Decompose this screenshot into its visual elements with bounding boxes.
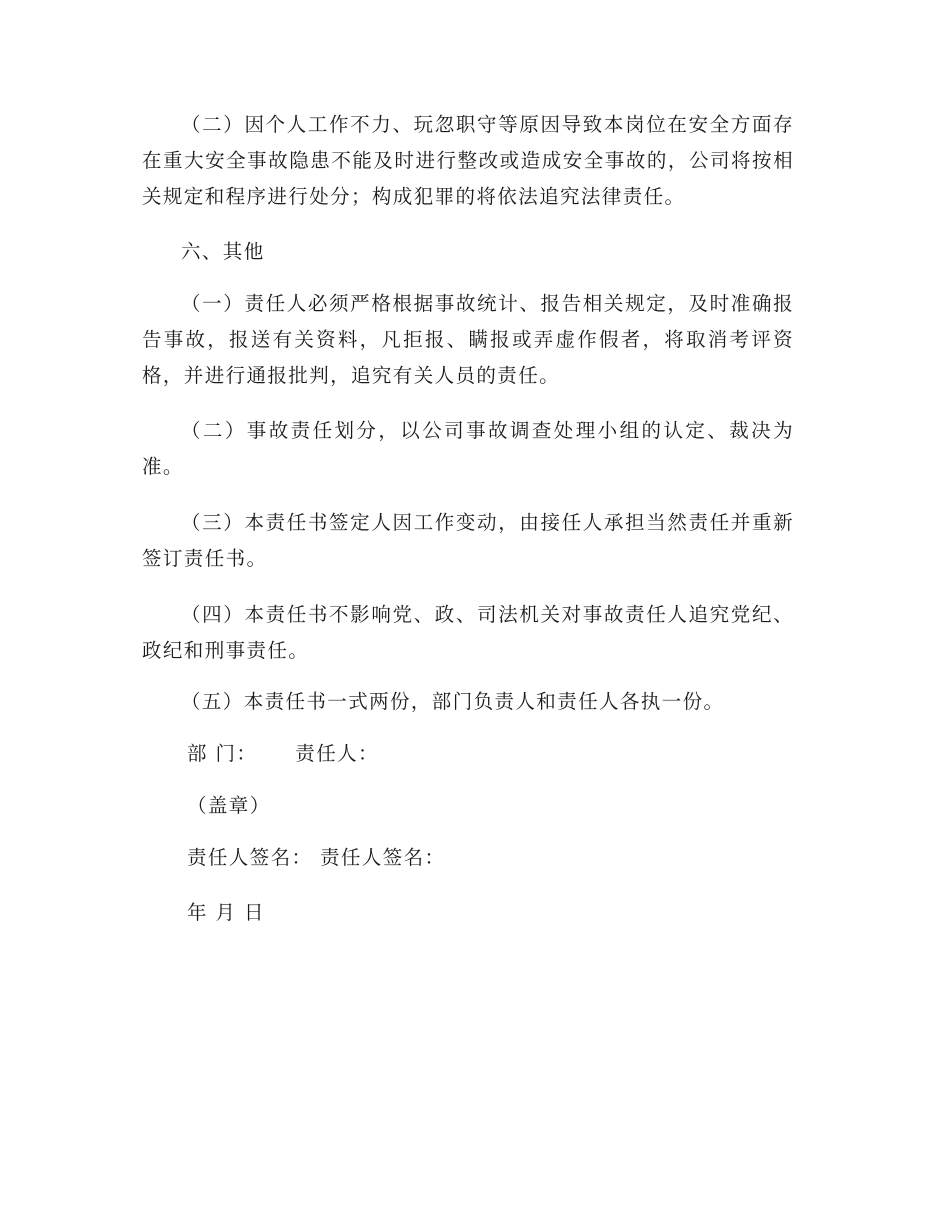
department-signature-line: 部 门： 责任人： <box>187 742 379 765</box>
date-line: 年 月 日 <box>187 901 265 924</box>
paragraph-job-change: （三）本责任书签定人因工作变动，由接任人承担当然责任并重新签订责任书。 <box>142 511 794 570</box>
paragraph-party-discipline: （四）本责任书不影响党、政、司法机关对事故责任人追究党纪、政纪和刑事责任。 <box>142 603 794 662</box>
paragraph-accident-reporting: （一）责任人必须严格根据事故统计、报告相关规定，及时准确报告事故，报送有关资料，凡拒报、瞒报或弄虚作假者，将取消考评资格，并进行通报批判，追究有关人员的责任。 <box>142 292 794 387</box>
signer-line: 责任人签名： 责任人签名： <box>187 846 446 869</box>
paragraph-responsibility-division: （二）事故责任划分，以公司事故调查处理小组的认定、裁决为准。 <box>142 419 794 478</box>
seal-line: （盖章） <box>187 794 271 817</box>
paragraph-disciplinary-clause: （二）因个人工作不力、玩忽职守等原因导致本岗位在安全方面存在重大安全事故隐患不能及时进行整改或造成安全事故的，公司将按相关规定和程序进行处分；构成犯罪的将依法追究法律责任。 <box>142 113 794 208</box>
paragraph-copies: （五）本责任书一式两份，部门负责人和责任人各执一份。 <box>181 690 725 713</box>
section-heading-other: 六、其他 <box>181 240 265 263</box>
